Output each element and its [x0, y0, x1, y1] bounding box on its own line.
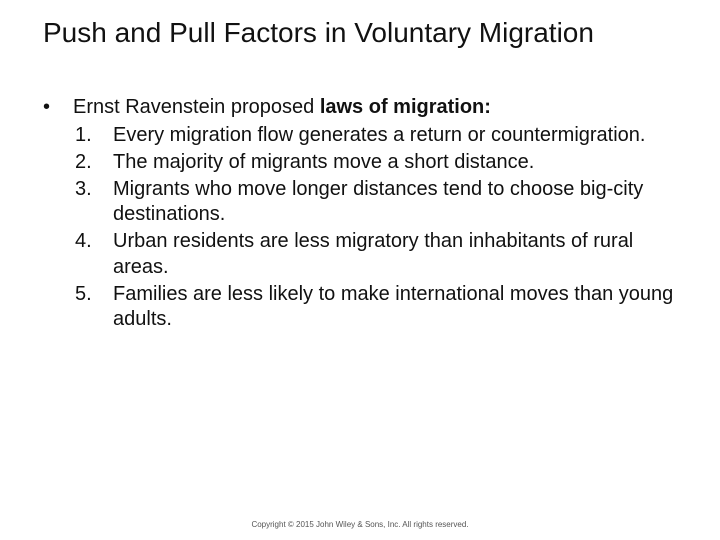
law-text: The majority of migrants move a short distance.: [113, 150, 535, 173]
bullet-text: Ernst Ravenstein proposed: [73, 96, 320, 118]
law-item: [43, 150, 693, 176]
law-text: Migrants who move longer distances tend to choose big-city destinations.: [113, 177, 644, 225]
copyright-footer: Copyright © 2015 John Wiley & Sons, Inc. All rights reserved.: [251, 520, 469, 529]
law-text: Every migration flow generates a return or countermigration.: [113, 123, 646, 146]
bullet-marker: •: [43, 96, 51, 118]
law-item: [43, 177, 693, 228]
law-number: 4.: [75, 230, 92, 252]
law-text: Families are less likely to make international moves than young adults.: [113, 282, 674, 330]
law-item: [43, 282, 693, 333]
law-number: 1.: [75, 123, 92, 146]
bullet-text-bold: laws of migration:: [319, 96, 491, 118]
bullet-item: [43, 94, 693, 121]
law-text: Urban residents are less migratory than inhabitants of rural areas.: [113, 230, 634, 278]
law-number: 5.: [75, 282, 92, 305]
law-number: 2.: [75, 150, 92, 173]
law-item: [43, 229, 693, 280]
slide-body: [43, 94, 693, 333]
slide-title: Push and Pull Factors in Voluntary Migration: [43, 17, 594, 48]
laws-list: [43, 123, 693, 333]
law-item: [43, 123, 693, 149]
law-number: 3.: [75, 177, 92, 200]
